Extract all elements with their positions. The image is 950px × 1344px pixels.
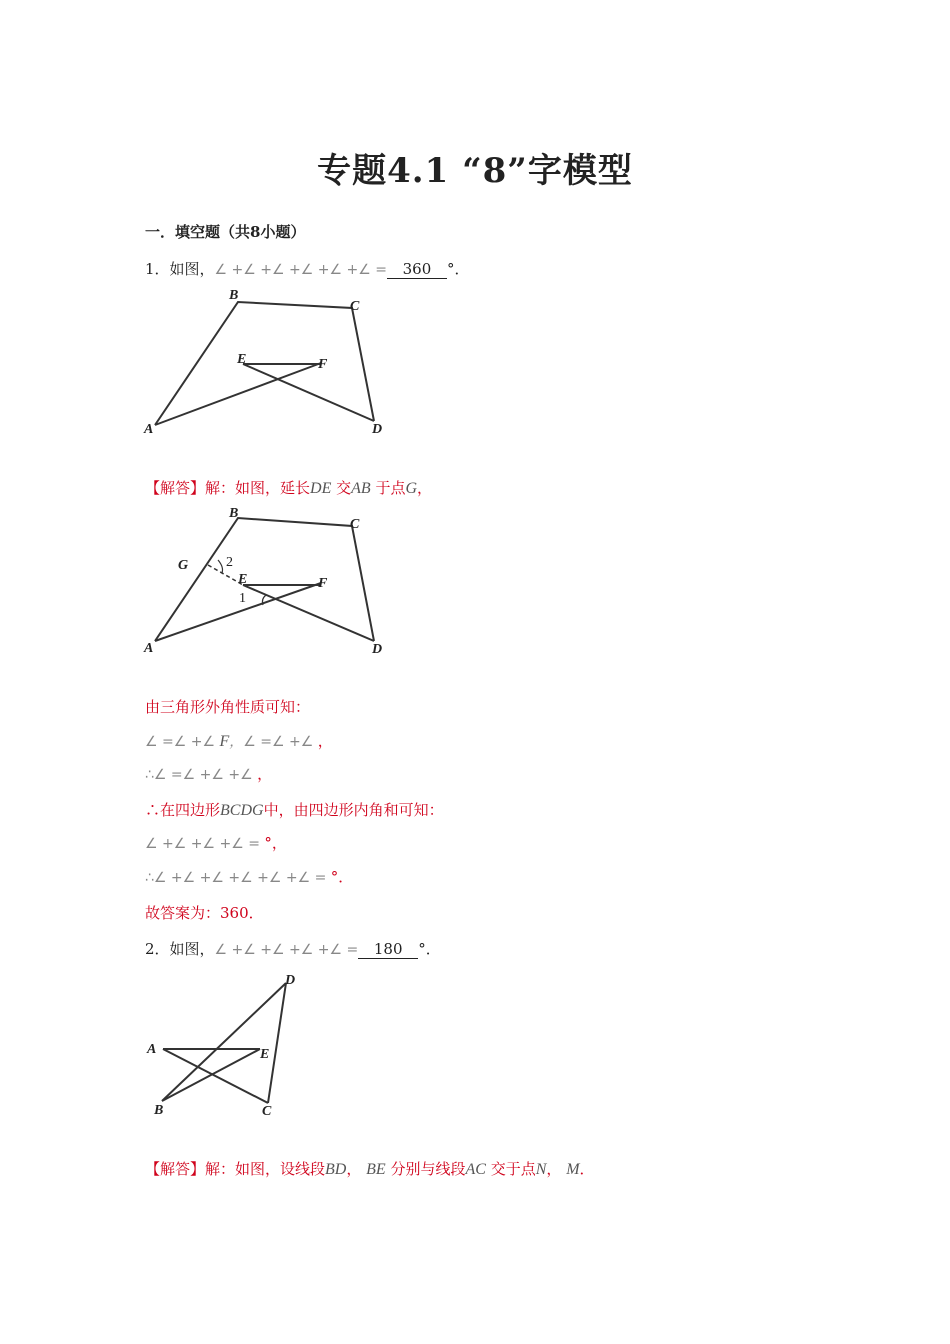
question-2 [145, 938, 441, 959]
figure-label-f: F [318, 357, 328, 372]
question-1-figure [140, 284, 400, 444]
solution-1-figure [140, 505, 400, 665]
figure-label-d: D [285, 973, 296, 988]
figure-label-g: G [178, 558, 189, 573]
step-5-end: °， [264, 834, 287, 852]
step-4-quad: BCDG [220, 802, 264, 819]
solution-2-be: BE [366, 1161, 386, 1178]
step-3-comma: ， [257, 765, 273, 783]
figure-label-c: C [350, 299, 360, 314]
question-2-figure [140, 965, 320, 1125]
figure-label-e: E [260, 1047, 270, 1062]
question-1-expression: ∠ +∠ +∠ +∠ +∠ +∠ = [214, 262, 387, 278]
figure-label-e: E [238, 572, 248, 587]
step-2-comma: ， [317, 732, 333, 750]
figure-label-d: D [372, 642, 383, 657]
step-2-expr-b: ，∠ =∠ +∠ [229, 734, 318, 750]
question-1 [145, 258, 469, 279]
solution-1-step-1: 由三角形外角性质可知： [145, 698, 311, 716]
section-heading: 一．填空题（共8小题） [145, 223, 306, 241]
solution-1-step-6 [145, 866, 353, 887]
figure-label-b: B [154, 1103, 164, 1118]
figure-label-c: C [262, 1104, 272, 1119]
solution-2-end: ． [579, 1160, 595, 1178]
solution-1-at: 于点 [375, 479, 406, 497]
question-1-prefix: 1．如图， [145, 260, 215, 278]
solution-1-step-3 [145, 763, 272, 784]
step-5-expr: ∠ +∠ +∠ +∠ = [145, 836, 265, 852]
solution-1-mid: 交 [336, 479, 352, 497]
figure-label-a: A [144, 422, 154, 437]
question-1-solution-head [145, 477, 432, 498]
question-2-solution-head [145, 1158, 595, 1179]
figure-label-b: B [229, 288, 239, 303]
solution-2-sep: ， [346, 1160, 362, 1178]
solution-1-ab: AB [351, 480, 371, 497]
solution-2-ac: AC [465, 1161, 486, 1178]
solution-1-step-2 [145, 730, 333, 751]
solution-2-mid: 分别与线段 [390, 1160, 466, 1178]
solution-1-de: DE [310, 480, 332, 497]
question-2-expression: ∠ +∠ +∠ +∠ +∠ = [214, 942, 359, 958]
figure-label-angle-2: 2 [226, 555, 233, 570]
figure-label-f: F [318, 576, 328, 591]
solution-2-n: N [535, 1161, 547, 1178]
figure-label-b: B [229, 506, 239, 521]
figure-label-a: A [144, 641, 154, 656]
solution-2-bd: BD [325, 1161, 347, 1178]
solution-1-g: G [405, 480, 418, 497]
solution-2-at: 交于点 [490, 1160, 536, 1178]
figure-label-d: D [372, 422, 383, 437]
step-6-end: °． [330, 868, 354, 886]
figure-label-c: C [350, 517, 360, 532]
step-2-f: F [219, 733, 230, 750]
question-1-suffix: °． [446, 260, 470, 278]
solution-1-intro: 【解答】解：如图，延长 [145, 479, 311, 497]
figure-label-angle-1: 1 [239, 591, 246, 606]
step-4-rest: 中，由四边形内角和可知： [263, 801, 444, 819]
solution-1-step-4 [145, 799, 444, 820]
solution-1-end: ， [417, 479, 433, 497]
question-2-answer: 180 [358, 940, 418, 959]
solution-1-step-5 [145, 832, 287, 853]
figure-label-a: A [147, 1042, 157, 1057]
solution-2-intro: 【解答】解：如图，设线段 [145, 1160, 326, 1178]
solution-2-sep2: ， [546, 1160, 562, 1178]
page-title: 专题4.1 “8”字模型 [317, 151, 633, 191]
question-2-prefix: 2．如图， [145, 940, 215, 958]
figure-label-e: E [237, 352, 247, 367]
step-6-expr: ∴∠ +∠ +∠ +∠ +∠ +∠ = [145, 870, 331, 886]
step-4-intro: ∴在四边形 [145, 801, 221, 819]
question-1-answer: 360 [387, 260, 447, 279]
step-2-expr-a: ∠ =∠ +∠ [145, 734, 220, 750]
step-3-expr: ∴∠ =∠ +∠ +∠ [145, 767, 258, 783]
solution-1-conclusion: 故答案为：360． [145, 904, 264, 922]
question-2-suffix: °． [418, 940, 441, 958]
solution-2-m: M [566, 1161, 580, 1178]
